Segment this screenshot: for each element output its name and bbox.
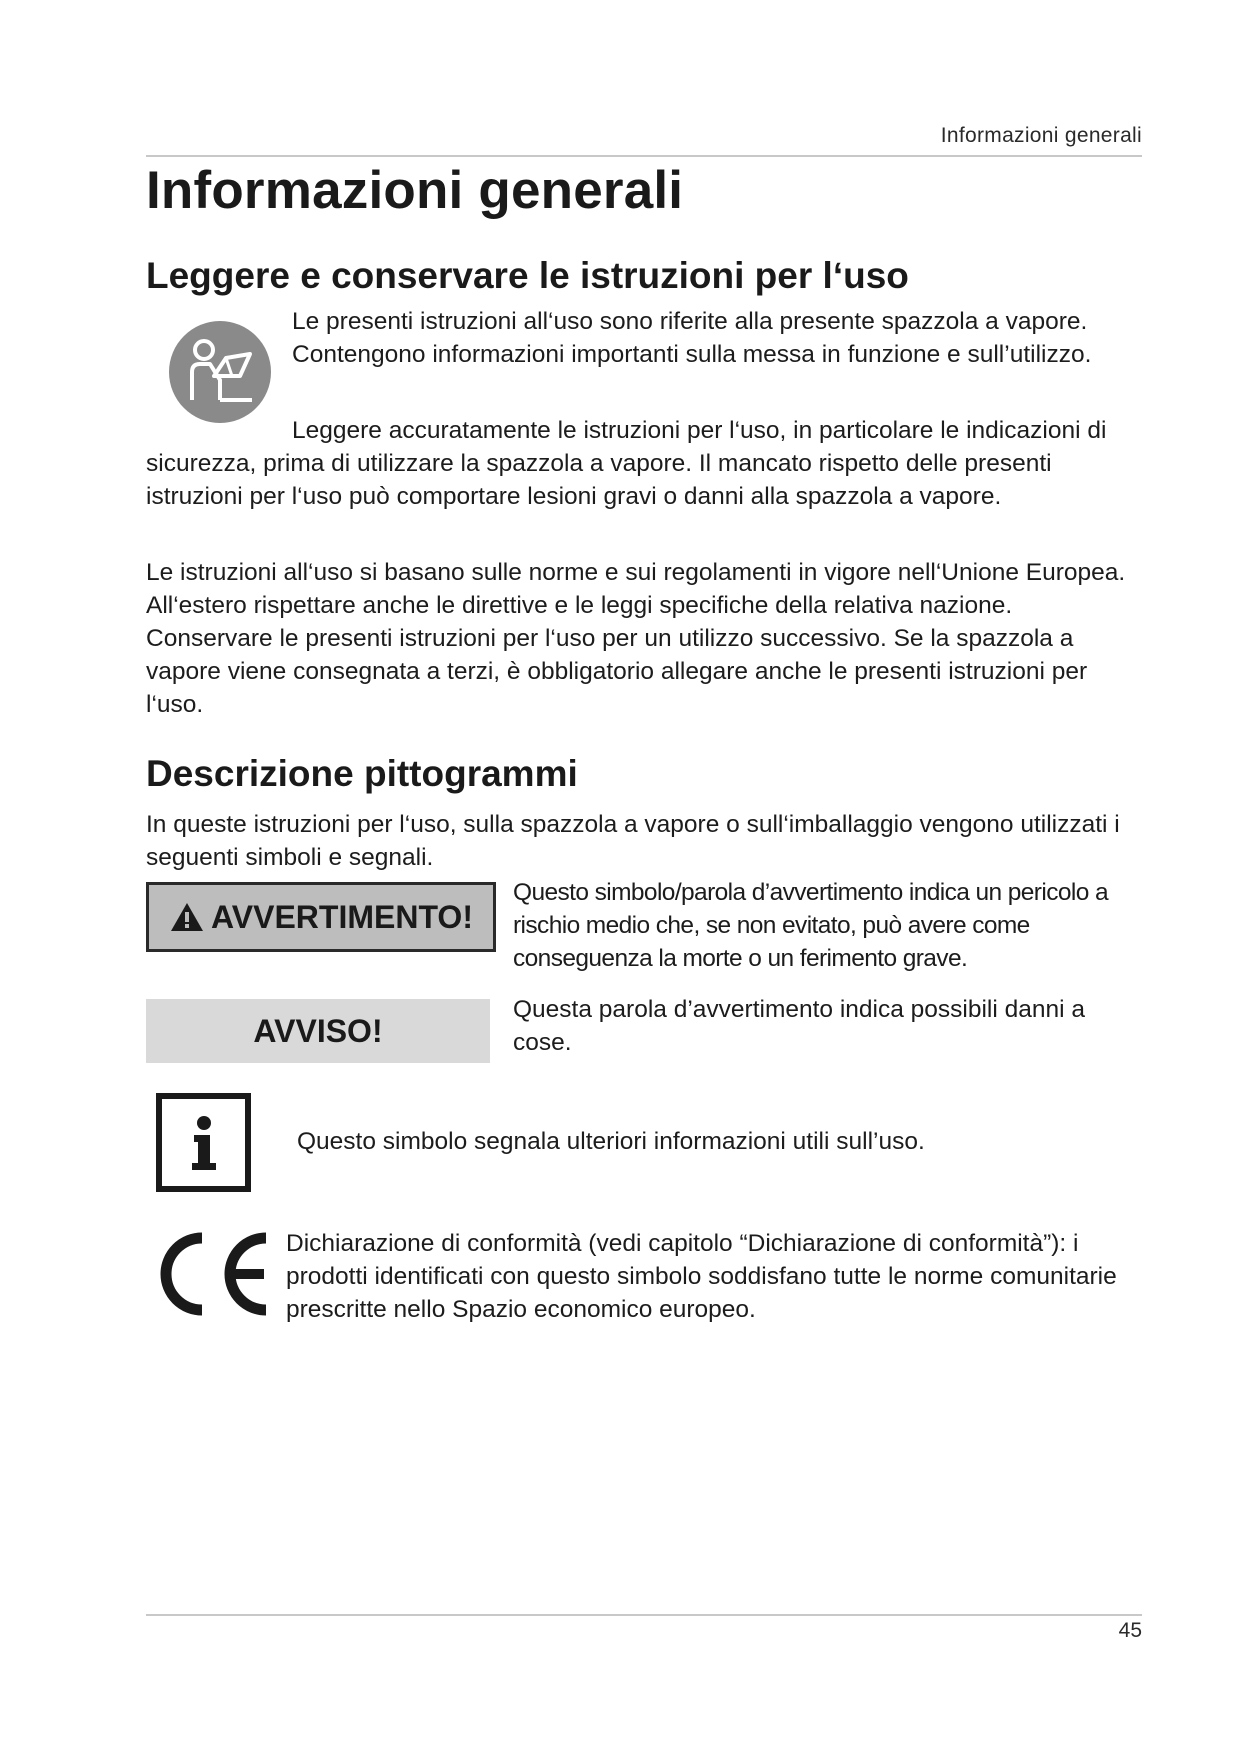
warning-triangle-icon [169,901,205,933]
warning-label: AVVERTIMENTO! [211,898,473,935]
notice-description: Questa parola d’avvertimento indica possibili danni a cose. [513,996,1085,1056]
ce-description: Dichiarazione di conformità (vedi capitolo “Dichiarazione di conformità”): i prodotti identificati con questo simbolo soddisfano tutte le norme comunitarie prescritte nello Spazio economico europeo. [286,1230,1117,1323]
ce-mark-icon [156,1232,272,1316]
info-description: Questo simbolo segnala ulteriori informazioni utili sull’uso. [297,1128,925,1155]
notice-label: AVVISO! [253,1012,383,1049]
page-number: 45 [1118,1619,1142,1642]
read-carefully-text: Leggere accuratamente le istruzioni per l‘uso, in particolare le indicazioni di sicurezza, prima di utilizzare la spazzola a vapore. Il mancato rispetto delle presenti istruzioni per l‘uso può comportare lesioni gravi o danni alla spazzola a vapore. [146,417,1107,510]
footer-divider [146,1614,1142,1616]
info-icon [156,1093,251,1192]
read-manual-icon [168,320,272,424]
section-heading-pictograms: Descrizione pittogrammi [146,753,578,794]
regulations-text: Le istruzioni all‘uso si basano sulle norme e sui regolamenti in vigore nell‘Unione Europea. All‘estero rispettare anche le direttive e le leggi specifiche della relativa nazione. Conservare le presenti istruzioni per l‘uso per un utilizzo successivo. Se la spazzola a vapore viene consegnata a terzi, è obbligatorio allegare anche le presenti istruzioni per l‘uso. [146,559,1126,718]
section-heading-instructions: Leggere e conservare le istruzioni per l‘uso [146,255,909,296]
running-header: Informazioni generali [940,124,1142,147]
warning-label-box [146,882,496,952]
instructions-intro: Le presenti istruzioni all‘uso sono riferite alla presente spazzola a vapore. Contengono informazioni importanti sulla messa in funzione e sull’utilizzo. [292,308,1092,368]
page-title: Informazioni generali [146,161,684,220]
warning-description: Questo simbolo/parola d’avvertimento indica un pericolo a rischio medio che, se non evitato, può avere come conseguenza la morte o un ferimento grave. [513,879,1108,972]
header-divider [146,155,1142,157]
notice-label-box [146,999,490,1063]
info-glyph [184,1113,224,1173]
pictograms-intro: In queste istruzioni per l‘uso, sulla spazzola a vapore o sull‘imballaggio vengono utilizzati i seguenti simboli e segnali. [146,811,1120,871]
